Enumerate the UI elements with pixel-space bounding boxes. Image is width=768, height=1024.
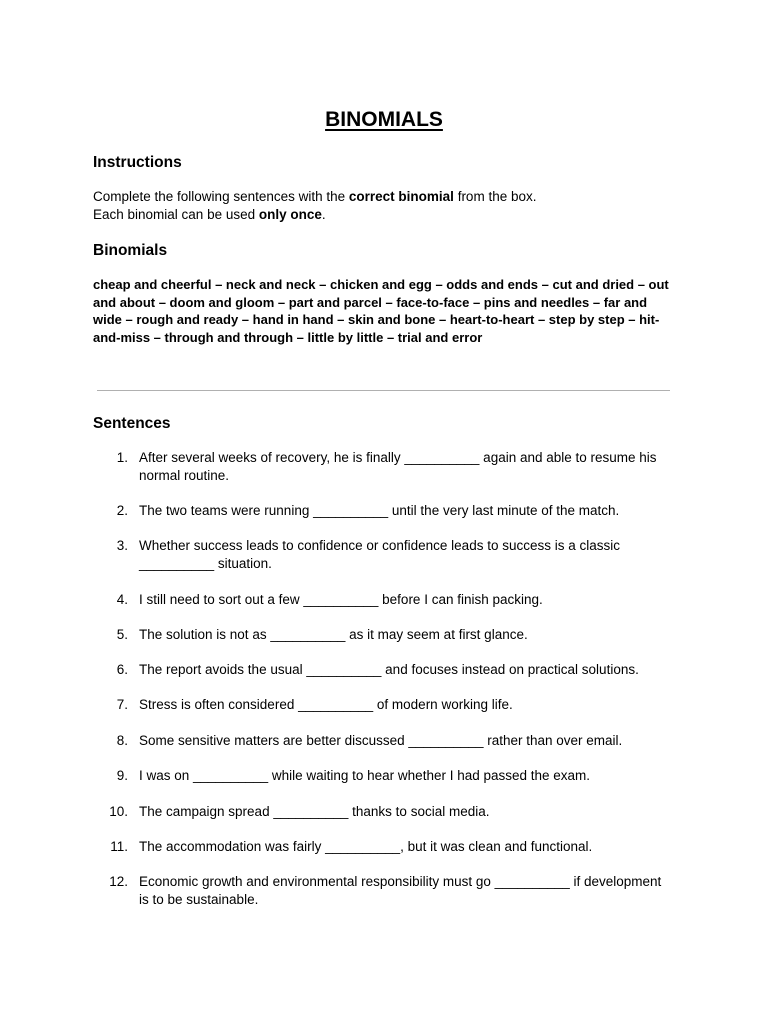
sentence-text: After several weeks of recovery, he is finally __________ again and able to resume his normal routine. <box>139 450 657 483</box>
instructions-line-1-after: from the box. <box>453 189 537 204</box>
instructions-line-1-bold: correct binomial <box>348 189 454 204</box>
instructions-text <box>93 188 693 223</box>
sentence-number: 1. <box>116 450 128 465</box>
instructions-line-2-bold: only once <box>258 206 322 222</box>
sentence-number: 11. <box>110 839 128 854</box>
sentence-text: Stress is often considered __________ of modern working life. <box>139 697 513 712</box>
sentence-text: Whether success leads to confidence or confidence leads to success is a classic __________ situation. <box>139 538 620 571</box>
instructions-line-2-after: . <box>321 206 326 222</box>
sentence-number: 12. <box>109 874 128 889</box>
sentence-number: 9. <box>116 768 128 783</box>
page-title: BINOMIALS <box>325 108 443 131</box>
binomials-list: cheap and cheerful – neck and neck – chicken and egg – odds and ends – cut and dried – out and about – doom and gloom – part and parcel – face-to-face – pins and needles – far and wide – rough and ready – hand in hand – skin and bone – heart-to-heart – step by step – hit-and-miss – through and through – little by little – trial and error <box>93 277 669 346</box>
sentence-text: Some sensitive matters are better discussed __________ rather than over email. <box>139 733 623 748</box>
instructions-line-2 <box>93 206 693 224</box>
sentence-number: 5. <box>116 627 128 642</box>
sentence-text: I was on __________ while waiting to hear whether I had passed the exam. <box>139 768 591 783</box>
binomials-heading: Binomials <box>93 242 168 259</box>
instructions-line-1-before: Complete the following sentences with the <box>93 189 349 204</box>
sentence-text: I still need to sort out a few __________ before I can finish packing. <box>139 592 543 607</box>
sentences-heading: Sentences <box>93 415 171 432</box>
sentence-text: The campaign spread __________ thanks to social media. <box>139 804 490 819</box>
section-divider <box>97 390 670 391</box>
sentence-number: 4. <box>116 592 128 607</box>
sentence-number: 6. <box>116 662 128 677</box>
sentence-number: 2. <box>116 503 128 518</box>
instructions-line-2-before: Each binomial can be used <box>93 206 259 222</box>
instructions-heading: Instructions <box>93 154 182 171</box>
sentence-text: The accommodation was fairly __________, but it was clean and functional. <box>139 839 593 854</box>
instructions-line-1 <box>93 188 693 206</box>
sentence-text: The two teams were running __________ until the very last minute of the match. <box>139 503 620 518</box>
sentence-number: 7. <box>116 697 128 712</box>
sentence-text: The report avoids the usual __________ and focuses instead on practical solutions. <box>139 662 639 677</box>
sentence-text: The solution is not as __________ as it may seem at first glance. <box>139 627 528 642</box>
sentence-number: 10. <box>109 804 128 819</box>
sentence-number: 3. <box>116 538 128 553</box>
sentence-text: Economic growth and environmental responsibility must go __________ if development is to be sustainable. <box>139 874 662 907</box>
sentence-number: 8. <box>116 733 128 748</box>
